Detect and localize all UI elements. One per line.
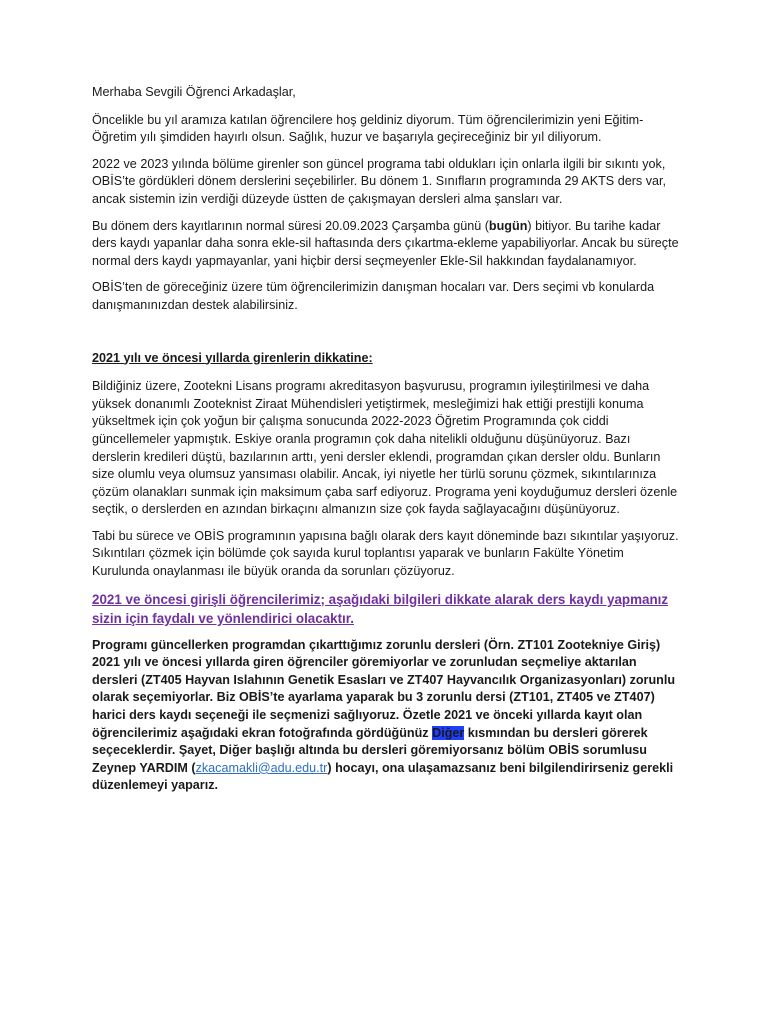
section-heading: 2021 yılı ve öncesi yıllarda girenlerin dikkatine: [92,350,373,365]
paragraph-registration-deadline [92,218,682,271]
deadline-text-end: ) bitiyor. Bu tarihe kadar ders kaydı yapanlar daha sonra ekle-sil haftasında ders çıkartma-ekleme yapabiliyorlar. Ancak bu süreçte normal ders kaydı yapmayanlar, yani hiçbir dersi seçmeyenler Ekle-Sil hakkından faydalanamıyor. [92,218,679,268]
instructions-text-c: ) hocayı, ona ulaşamazsanız beni bilgilendirirseniz gerekli düzenlemeyi yaparız. [92,760,674,793]
greeting: Merhaba Sevgili Öğrenci Arkadaşlar, [92,85,296,99]
today-emphasis: bugün [488,218,528,233]
paragraph-course-instructions [92,637,682,795]
diger-highlight: Diğer [432,725,465,740]
paragraph-curriculum-update: Bildiğiniz üzere, Zootekni Lisans programı akreditasyon başvurusu, programın iyileştirilmesi ve daha yüksek donanımlı Zooteknist Ziraat Mühendisleri yetiştirmek, mesleğimizi hak ettiği prestijli konuma yükseltmek için çok yoğun bir çalışma sonucunda 2022-2023 Öğretim Programında çok ciddi güncellemeler yapmıştık. Eskiye oranla programın çok daha nitelikli olduğunu düşünüyoruz. Bazı derslerin kredileri düştü, bazılarının arttı, yeni dersler eklendi, programdan çıkan dersler oldu. Bunların size olumlu veya olumsuz yansıması olabilir. Ancak, iyi niyetle her türlü sorunu çözmek, sıkıntılarınıza çözüm olanakları sunmak için maksimum çaba sarf ediyoruz. Programa yeni koyduğumuz dersleri özenle seçtik, o derslerden en azından birkaçını almanızın size çok fayda sağlayacağını düşünüyoruz. [92,379,678,517]
instructions-text-b: kısmından bu dersleri görerek seçeceklerdir. Şayet, Diğer başlığı altında bu dersleri göremiyorsanız bölüm OBİS sorumlusu Zeynep YARDIM ( [92,725,648,775]
section-spacer [92,315,682,350]
paragraph-advisors: OBİS’ten de göreceğiniz üzere tüm öğrencilerimizin danışman hocaları var. Ders seçimi vb konularda danışmanınızdan destek alabilirsiniz. [92,280,655,312]
instructions-text-a: Programı güncellerken programdan çıkarttığımız zorunlu dersleri (Örn. ZT101 Zootekniye Giriş) 2021 yılı ve öncesi yıllarda giren öğrenciler göremiyorlar ve zorunludan seçmeliye aktarılan dersleri (ZT405 Hayvan Islahının Genetik Esasları ve ZT407 Hayvancılık Organizasyonları) zorunlu olarak seçemiyorlar. Biz OBİS’te ayarlama yaparak bu 3 zorunlu dersi (ZT101, ZT405 ve ZT407) harici ders kaydı seçeneği ile seçmenizi sağlıyoruz. Özetle 2021 ve önceki yıllarda kayıt olan öğrencilerimiz aşağıdaki ekran fotoğrafında gördüğünüz [92,637,676,740]
paragraph-welcome: Öncelikle bu yıl aramıza katılan öğrencilere hoş geldiniz diyorum. Tüm öğrencilerimizin yeni Eğitim-Öğretim yılı şimdiden hayırlı olsun. Sağlık, huzur ve başarıyla geçireceğiniz bir yıl diliyorum. [92,112,644,145]
email-link[interactable]: zkacamakli@adu.edu.tr [195,760,328,775]
paragraph-program-2022-2023: 2022 ve 2023 yılında bölüme girenler son güncel programa tabi oldukları için onlarla ilgili bir sıkıntı yok, OBİS’te gördükleri dönem derslerini seçebilirler. Bu dönem 1. Sınıfların programında 29 AKTS ders var, ancak sistemin izin verdiği düzeyde üstten de çakışmayan dersleri alma şansları var. [92,156,666,206]
paragraph-registration-issues: Tabi bu sürece ve OBİS programının yapısına bağlı olarak ders kayıt döneminde bazı sıkıntılar yaşıyoruz. Sıkıntıları çözmek için bölümde çok sayıda kurul toplantısı yaparak ve bunların Fakülte Yönetim Kurulunda onaylanması ile büyük oranda da sorunları çözüyoruz. [92,528,679,579]
letter-body [92,84,682,795]
deadline-text-start: Bu dönem ders kayıtlarının normal süresi 20.09.2023 Çarşamba günü ( [92,218,489,233]
highlighted-notice: 2021 ve öncesi girişli öğrencilerimiz; aşağıdaki bilgileri dikkate alarak ders kaydı yapmanız sizin için faydalı ve yönlendirici olacaktır. [92,591,669,626]
